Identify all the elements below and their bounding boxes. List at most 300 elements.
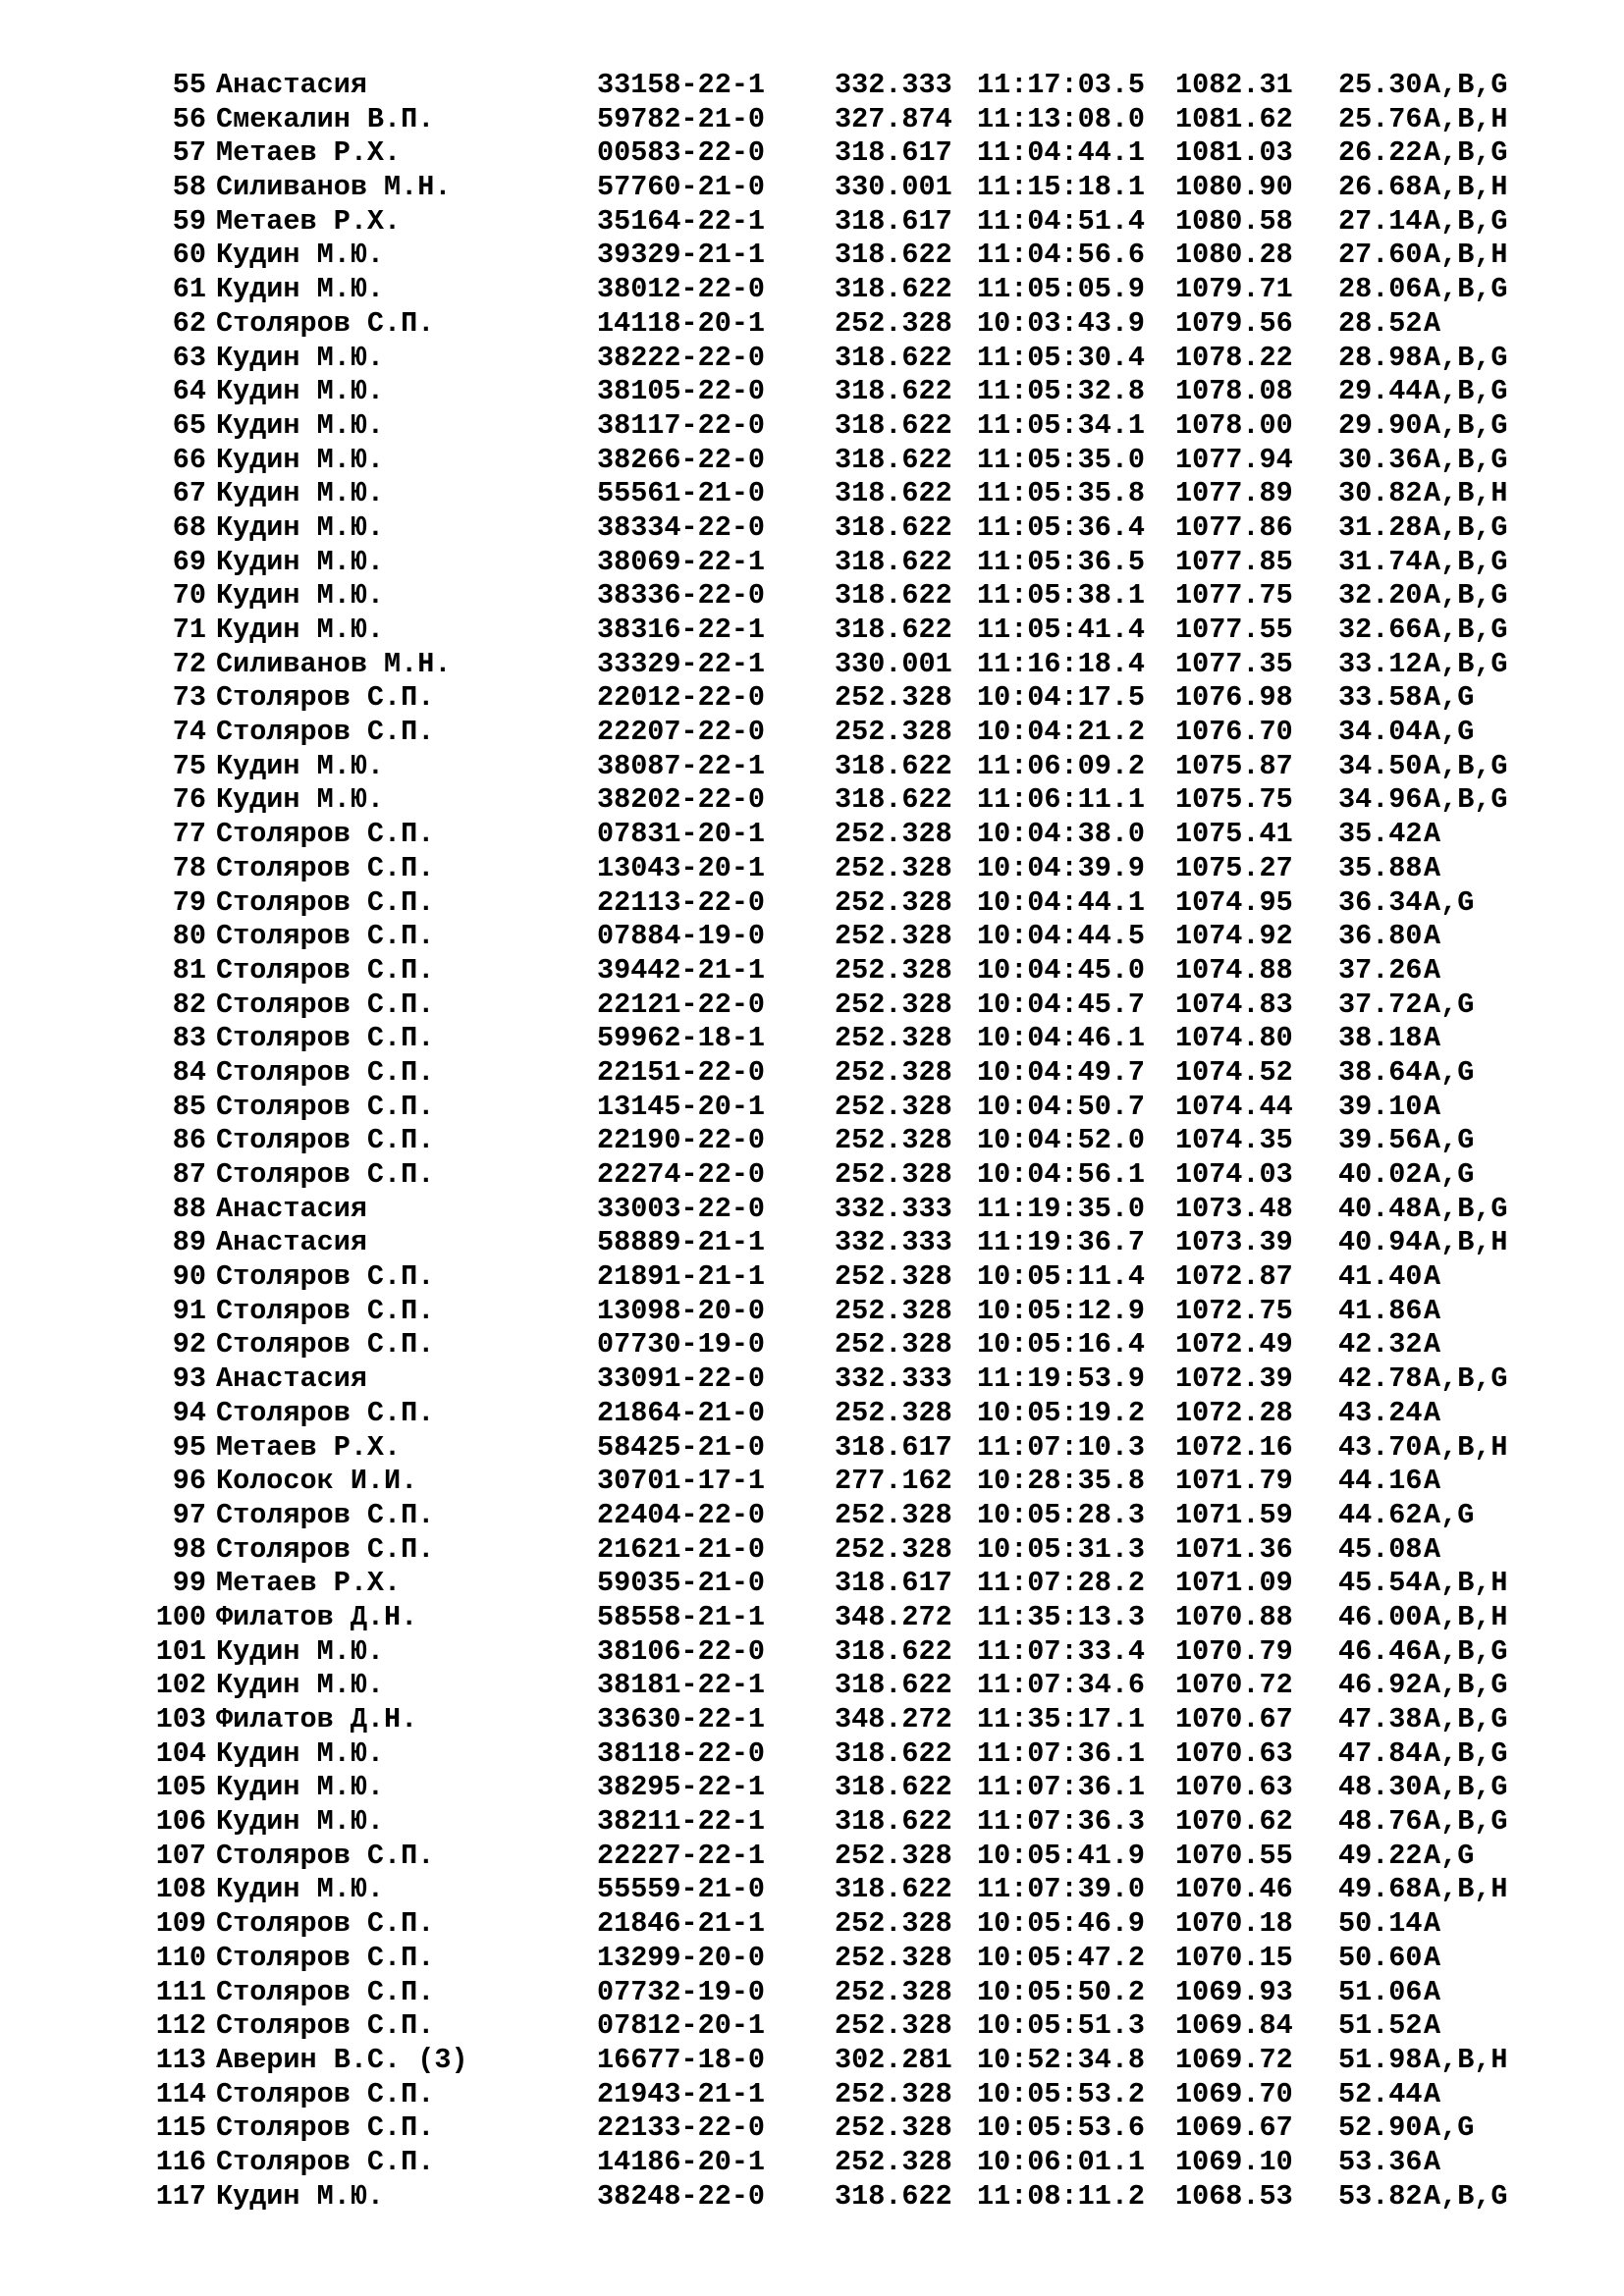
cell-cls: A,B,G bbox=[1424, 545, 1508, 578]
cell-lum: 1079.56 bbox=[1175, 306, 1293, 340]
cell-time: 11:04:44.1 bbox=[977, 136, 1146, 170]
cell-val: 318.622 bbox=[835, 1805, 952, 1839]
cell-code: 13043-20-1 bbox=[597, 851, 766, 884]
cell-val: 318.622 bbox=[835, 1736, 952, 1770]
cell-dist: 34.96 bbox=[1338, 783, 1423, 817]
cell-dist: 38.64 bbox=[1338, 1055, 1423, 1089]
cell-time: 10:05:50.2 bbox=[977, 1975, 1146, 2008]
cell-time: 10:04:44.5 bbox=[977, 920, 1146, 953]
cell-num: 111 bbox=[155, 1975, 206, 2008]
cell-num: 98 bbox=[172, 1532, 206, 1566]
cell-time: 11:07:36.3 bbox=[977, 1805, 1146, 1839]
cell-val: 332.333 bbox=[835, 1226, 952, 1259]
cell-lum: 1070.63 bbox=[1175, 1771, 1293, 1804]
cell-lum: 1069.72 bbox=[1175, 2043, 1293, 2076]
cell-name: Кудин М.Ю. bbox=[216, 783, 385, 817]
cell-lum: 1072.75 bbox=[1175, 1294, 1293, 1327]
cell-val: 318.622 bbox=[835, 443, 952, 476]
cell-num: 96 bbox=[172, 1465, 206, 1498]
cell-cls: A bbox=[1424, 1975, 1441, 2008]
cell-time: 11:05:36.4 bbox=[977, 510, 1146, 544]
cell-val: 318.622 bbox=[835, 341, 952, 374]
cell-lum: 1070.72 bbox=[1175, 1669, 1293, 1702]
cell-lum: 1078.22 bbox=[1175, 341, 1293, 374]
cell-val: 318.617 bbox=[835, 1567, 952, 1600]
cell-code: 07812-20-1 bbox=[597, 2009, 766, 2043]
cell-dist: 53.82 bbox=[1338, 2179, 1423, 2213]
cell-dist: 30.82 bbox=[1338, 477, 1423, 510]
cell-lum: 1070.79 bbox=[1175, 1634, 1293, 1668]
cell-dist: 47.38 bbox=[1338, 1703, 1423, 1735]
cell-name: Столяров С.П. bbox=[216, 681, 435, 715]
cell-lum: 1069.67 bbox=[1175, 2111, 1293, 2145]
cell-num: 57 bbox=[172, 136, 206, 170]
cell-val: 330.001 bbox=[835, 647, 952, 680]
cell-num: 95 bbox=[172, 1430, 206, 1464]
cell-code: 39329-21-1 bbox=[597, 239, 766, 272]
cell-name: Силиванов М.Н. bbox=[216, 647, 452, 680]
cell-cls: A,B,H bbox=[1424, 1226, 1508, 1259]
cell-dist: 50.60 bbox=[1338, 1941, 1423, 1974]
cell-cls: A bbox=[1424, 1465, 1441, 1498]
cell-time: 10:05:28.3 bbox=[977, 1498, 1146, 1531]
cell-num: 82 bbox=[172, 988, 206, 1021]
cell-name: Кудин М.Ю. bbox=[216, 341, 385, 374]
cell-val: 252.328 bbox=[835, 2111, 952, 2145]
cell-time: 10:06:01.1 bbox=[977, 2145, 1146, 2178]
cell-val: 252.328 bbox=[835, 1260, 952, 1294]
cell-lum: 1077.89 bbox=[1175, 477, 1293, 510]
cell-time: 11:16:18.4 bbox=[977, 647, 1146, 680]
cell-time: 10:05:12.9 bbox=[977, 1294, 1146, 1327]
cell-num: 69 bbox=[172, 545, 206, 578]
cell-lum: 1074.03 bbox=[1175, 1158, 1293, 1191]
cell-time: 11:05:35.8 bbox=[977, 477, 1146, 510]
cell-code: 59962-18-1 bbox=[597, 1022, 766, 1055]
cell-num: 81 bbox=[172, 953, 206, 987]
cell-num: 105 bbox=[155, 1771, 206, 1804]
cell-code: 22151-22-0 bbox=[597, 1055, 766, 1089]
cell-name: Силиванов М.Н. bbox=[216, 171, 452, 204]
cell-val: 252.328 bbox=[835, 1532, 952, 1566]
cell-val: 318.622 bbox=[835, 749, 952, 782]
cell-cls: A,B,G bbox=[1424, 2179, 1508, 2213]
cell-val: 332.333 bbox=[835, 69, 952, 101]
cell-val: 252.328 bbox=[835, 1498, 952, 1531]
cell-name: Столяров С.П. bbox=[216, 1260, 435, 1294]
cell-code: 38118-22-0 bbox=[597, 1736, 766, 1770]
cell-val: 348.272 bbox=[835, 1600, 952, 1633]
cell-cls: A,B,H bbox=[1424, 1567, 1508, 1600]
cell-cls: A bbox=[1424, 953, 1441, 987]
cell-name: Столяров С.П. bbox=[216, 2111, 435, 2145]
cell-name: Столяров С.П. bbox=[216, 953, 435, 987]
cell-time: 10:04:21.2 bbox=[977, 716, 1146, 749]
cell-dist: 52.90 bbox=[1338, 2111, 1423, 2145]
cell-time: 11:08:11.2 bbox=[977, 2179, 1146, 2213]
cell-dist: 34.04 bbox=[1338, 716, 1423, 749]
cell-time: 10:04:39.9 bbox=[977, 851, 1146, 884]
cell-num: 74 bbox=[172, 716, 206, 749]
cell-val: 330.001 bbox=[835, 171, 952, 204]
cell-num: 77 bbox=[172, 818, 206, 851]
cell-num: 84 bbox=[172, 1055, 206, 1089]
cell-name: Столяров С.П. bbox=[216, 306, 435, 340]
cell-cls: A,G bbox=[1424, 1498, 1475, 1531]
cell-lum: 1071.09 bbox=[1175, 1567, 1293, 1600]
cell-num: 61 bbox=[172, 273, 206, 306]
cell-time: 11:05:36.5 bbox=[977, 545, 1146, 578]
cell-cls: A bbox=[1424, 2077, 1441, 2110]
cell-cls: A,B,H bbox=[1424, 1600, 1508, 1633]
cell-code: 58889-21-1 bbox=[597, 1226, 766, 1259]
cell-dist: 37.26 bbox=[1338, 953, 1423, 987]
cell-dist: 36.80 bbox=[1338, 920, 1423, 953]
cell-lum: 1071.59 bbox=[1175, 1498, 1293, 1531]
cell-code: 38295-22-1 bbox=[597, 1771, 766, 1804]
cell-code: 59782-21-0 bbox=[597, 102, 766, 135]
cell-time: 10:04:38.0 bbox=[977, 818, 1146, 851]
cell-code: 33003-22-0 bbox=[597, 1192, 766, 1225]
cell-code: 38248-22-0 bbox=[597, 2179, 766, 2213]
cell-val: 252.328 bbox=[835, 818, 952, 851]
cell-dist: 49.22 bbox=[1338, 1839, 1423, 1872]
cell-val: 252.328 bbox=[835, 1907, 952, 1941]
cell-code: 33158-22-1 bbox=[597, 69, 766, 101]
cell-num: 58 bbox=[172, 171, 206, 204]
cell-name: Столяров С.П. bbox=[216, 920, 435, 953]
cell-code: 21846-21-1 bbox=[597, 1907, 766, 1941]
cell-val: 252.328 bbox=[835, 851, 952, 884]
cell-name: Столяров С.П. bbox=[216, 716, 435, 749]
cell-lum: 1070.62 bbox=[1175, 1805, 1293, 1839]
cell-code: 21943-21-1 bbox=[597, 2077, 766, 2110]
cell-name: Кудин М.Ю. bbox=[216, 477, 385, 510]
cell-code: 14118-20-1 bbox=[597, 306, 766, 340]
cell-code: 38316-22-1 bbox=[597, 614, 766, 646]
cell-dist: 39.56 bbox=[1338, 1124, 1423, 1157]
cell-cls: A bbox=[1424, 1294, 1441, 1327]
cell-time: 10:52:34.8 bbox=[977, 2043, 1146, 2076]
cell-name: Метаев Р.Х. bbox=[216, 204, 402, 238]
cell-cls: A bbox=[1424, 851, 1441, 884]
cell-name: Столяров С.П. bbox=[216, 818, 435, 851]
cell-lum: 1072.28 bbox=[1175, 1396, 1293, 1429]
cell-code: 33329-22-1 bbox=[597, 647, 766, 680]
cell-dist: 34.50 bbox=[1338, 749, 1423, 782]
cell-code: 13299-20-0 bbox=[597, 1941, 766, 1974]
cell-name: Кудин М.Ю. bbox=[216, 510, 385, 544]
cell-code: 38117-22-0 bbox=[597, 408, 766, 442]
cell-lum: 1077.85 bbox=[1175, 545, 1293, 578]
cell-code: 16677-18-0 bbox=[597, 2043, 766, 2076]
cell-lum: 1071.79 bbox=[1175, 1465, 1293, 1498]
cell-cls: A bbox=[1424, 2009, 1441, 2043]
cell-dist: 51.52 bbox=[1338, 2009, 1423, 2043]
cell-cls: A,G bbox=[1424, 1124, 1475, 1157]
cell-name: Анастасия bbox=[216, 1226, 367, 1259]
cell-name: Анастасия bbox=[216, 69, 367, 101]
cell-code: 14186-20-1 bbox=[597, 2145, 766, 2178]
cell-time: 10:05:46.9 bbox=[977, 1907, 1146, 1941]
cell-dist: 45.54 bbox=[1338, 1567, 1423, 1600]
cell-dist: 38.18 bbox=[1338, 1022, 1423, 1055]
cell-dist: 46.00 bbox=[1338, 1600, 1423, 1633]
cell-name: Столяров С.П. bbox=[216, 1839, 435, 1872]
cell-code: 22190-22-0 bbox=[597, 1124, 766, 1157]
cell-dist: 29.90 bbox=[1338, 408, 1423, 442]
cell-val: 318.622 bbox=[835, 545, 952, 578]
cell-cls: A bbox=[1424, 1907, 1441, 1941]
cell-num: 106 bbox=[155, 1805, 206, 1839]
cell-val: 277.162 bbox=[835, 1465, 952, 1498]
cell-name: Кудин М.Ю. bbox=[216, 545, 385, 578]
cell-time: 11:15:18.1 bbox=[977, 171, 1146, 204]
cell-lum: 1076.70 bbox=[1175, 716, 1293, 749]
cell-lum: 1072.39 bbox=[1175, 1362, 1293, 1396]
cell-name: Столяров С.П. bbox=[216, 1124, 435, 1157]
cell-cls: A,G bbox=[1424, 1055, 1475, 1089]
cell-lum: 1069.70 bbox=[1175, 2077, 1293, 2110]
cell-time: 11:07:10.3 bbox=[977, 1430, 1146, 1464]
cell-name: Смекалин В.П. bbox=[216, 102, 435, 135]
cell-num: 103 bbox=[155, 1703, 206, 1735]
cell-lum: 1070.18 bbox=[1175, 1907, 1293, 1941]
cell-val: 252.328 bbox=[835, 306, 952, 340]
cell-dist: 50.14 bbox=[1338, 1907, 1423, 1941]
cell-dist: 33.58 bbox=[1338, 681, 1423, 715]
cell-dist: 30.36 bbox=[1338, 443, 1423, 476]
cell-lum: 1069.10 bbox=[1175, 2145, 1293, 2178]
cell-val: 252.328 bbox=[835, 920, 952, 953]
cell-cls: A,B,G bbox=[1424, 1805, 1508, 1839]
cell-dist: 45.08 bbox=[1338, 1532, 1423, 1566]
cell-time: 10:05:19.2 bbox=[977, 1396, 1146, 1429]
cell-lum: 1070.67 bbox=[1175, 1703, 1293, 1735]
cell-time: 10:28:35.8 bbox=[977, 1465, 1146, 1498]
cell-val: 332.333 bbox=[835, 1362, 952, 1396]
cell-name: Кудин М.Ю. bbox=[216, 1873, 385, 1906]
cell-num: 109 bbox=[155, 1907, 206, 1941]
cell-cls: A,B,H bbox=[1424, 1873, 1508, 1906]
cell-name: Аверин В.С. (3) bbox=[216, 2043, 468, 2076]
cell-val: 252.328 bbox=[835, 1975, 952, 2008]
cell-num: 114 bbox=[155, 2077, 206, 2110]
cell-val: 318.622 bbox=[835, 239, 952, 272]
cell-time: 10:04:50.7 bbox=[977, 1090, 1146, 1123]
cell-code: 38106-22-0 bbox=[597, 1634, 766, 1668]
cell-dist: 41.40 bbox=[1338, 1260, 1423, 1294]
cell-num: 64 bbox=[172, 375, 206, 408]
cell-cls: A,B,G bbox=[1424, 1736, 1508, 1770]
cell-num: 59 bbox=[172, 204, 206, 238]
cell-dist: 43.70 bbox=[1338, 1430, 1423, 1464]
cell-cls: A,B,G bbox=[1424, 1362, 1508, 1396]
cell-name: Кудин М.Ю. bbox=[216, 1634, 385, 1668]
cell-val: 302.281 bbox=[835, 2043, 952, 2076]
cell-dist: 44.16 bbox=[1338, 1465, 1423, 1498]
cell-num: 104 bbox=[155, 1736, 206, 1770]
cell-name: Анастасия bbox=[216, 1362, 367, 1396]
cell-time: 11:05:05.9 bbox=[977, 273, 1146, 306]
cell-time: 11:19:53.9 bbox=[977, 1362, 1146, 1396]
cell-code: 38105-22-0 bbox=[597, 375, 766, 408]
cell-lum: 1078.00 bbox=[1175, 408, 1293, 442]
cell-name: Кудин М.Ю. bbox=[216, 749, 385, 782]
cell-dist: 40.02 bbox=[1338, 1158, 1423, 1191]
cell-val: 252.328 bbox=[835, 2009, 952, 2043]
cell-lum: 1071.36 bbox=[1175, 1532, 1293, 1566]
cell-lum: 1074.52 bbox=[1175, 1055, 1293, 1089]
cell-time: 10:05:47.2 bbox=[977, 1941, 1146, 1974]
cell-name: Столяров С.П. bbox=[216, 885, 435, 919]
cell-name: Столяров С.П. bbox=[216, 1055, 435, 1089]
cell-code: 21891-21-1 bbox=[597, 1260, 766, 1294]
cell-code: 58558-21-1 bbox=[597, 1600, 766, 1633]
cell-dist: 25.30 bbox=[1338, 69, 1423, 101]
cell-val: 327.874 bbox=[835, 102, 952, 135]
cell-lum: 1075.41 bbox=[1175, 818, 1293, 851]
cell-dist: 46.46 bbox=[1338, 1634, 1423, 1668]
cell-dist: 39.10 bbox=[1338, 1090, 1423, 1123]
cell-val: 318.622 bbox=[835, 783, 952, 817]
cell-cls: A,B,G bbox=[1424, 375, 1508, 408]
cell-name: Столяров С.П. bbox=[216, 2145, 435, 2178]
cell-lum: 1080.28 bbox=[1175, 239, 1293, 272]
cell-dist: 42.78 bbox=[1338, 1362, 1423, 1396]
cell-cls: A bbox=[1424, 1090, 1441, 1123]
cell-val: 318.622 bbox=[835, 273, 952, 306]
cell-val: 318.622 bbox=[835, 1771, 952, 1804]
cell-lum: 1079.71 bbox=[1175, 273, 1293, 306]
cell-code: 58425-21-0 bbox=[597, 1430, 766, 1464]
cell-code: 38181-22-1 bbox=[597, 1669, 766, 1702]
cell-time: 10:05:31.3 bbox=[977, 1532, 1146, 1566]
cell-time: 10:04:46.1 bbox=[977, 1022, 1146, 1055]
cell-dist: 26.68 bbox=[1338, 171, 1423, 204]
cell-num: 110 bbox=[155, 1941, 206, 1974]
cell-time: 10:04:44.1 bbox=[977, 885, 1146, 919]
cell-code: 38211-22-1 bbox=[597, 1805, 766, 1839]
cell-time: 11:06:11.1 bbox=[977, 783, 1146, 817]
cell-num: 78 bbox=[172, 851, 206, 884]
cell-lum: 1074.35 bbox=[1175, 1124, 1293, 1157]
cell-lum: 1076.98 bbox=[1175, 681, 1293, 715]
cell-time: 11:17:03.5 bbox=[977, 69, 1146, 101]
cell-lum: 1074.44 bbox=[1175, 1090, 1293, 1123]
cell-code: 38336-22-0 bbox=[597, 579, 766, 613]
cell-time: 11:19:36.7 bbox=[977, 1226, 1146, 1259]
cell-lum: 1074.80 bbox=[1175, 1022, 1293, 1055]
cell-name: Метаев Р.Х. bbox=[216, 1567, 402, 1600]
cell-time: 11:06:09.2 bbox=[977, 749, 1146, 782]
cell-cls: A,B,G bbox=[1424, 1192, 1508, 1225]
cell-lum: 1070.46 bbox=[1175, 1873, 1293, 1906]
cell-val: 252.328 bbox=[835, 1055, 952, 1089]
cell-val: 252.328 bbox=[835, 2077, 952, 2110]
cell-val: 252.328 bbox=[835, 1328, 952, 1362]
cell-lum: 1069.84 bbox=[1175, 2009, 1293, 2043]
cell-name: Метаев Р.Х. bbox=[216, 1430, 402, 1464]
cell-dist: 46.92 bbox=[1338, 1669, 1423, 1702]
cell-num: 91 bbox=[172, 1294, 206, 1327]
cell-code: 39442-21-1 bbox=[597, 953, 766, 987]
cell-lum: 1070.55 bbox=[1175, 1839, 1293, 1872]
cell-code: 38012-22-0 bbox=[597, 273, 766, 306]
cell-code: 22121-22-0 bbox=[597, 988, 766, 1021]
cell-name: Кудин М.Ю. bbox=[216, 408, 385, 442]
cell-val: 318.617 bbox=[835, 1430, 952, 1464]
cell-code: 13098-20-0 bbox=[597, 1294, 766, 1327]
cell-code: 21621-21-0 bbox=[597, 1532, 766, 1566]
cell-time: 10:04:45.0 bbox=[977, 953, 1146, 987]
cell-time: 11:05:35.0 bbox=[977, 443, 1146, 476]
cell-code: 57760-21-0 bbox=[597, 171, 766, 204]
cell-code: 38334-22-0 bbox=[597, 510, 766, 544]
cell-name: Колосок И.И. bbox=[216, 1465, 418, 1498]
cell-dist: 53.36 bbox=[1338, 2145, 1423, 2178]
cell-name: Кудин М.Ю. bbox=[216, 1669, 385, 1702]
cell-num: 101 bbox=[155, 1634, 206, 1668]
cell-cls: A bbox=[1424, 306, 1441, 340]
cell-time: 11:07:36.1 bbox=[977, 1736, 1146, 1770]
cell-dist: 32.20 bbox=[1338, 579, 1423, 613]
cell-time: 11:05:38.1 bbox=[977, 579, 1146, 613]
cell-cls: A,B,G bbox=[1424, 341, 1508, 374]
cell-val: 252.328 bbox=[835, 885, 952, 919]
cell-num: 80 bbox=[172, 920, 206, 953]
cell-val: 318.622 bbox=[835, 614, 952, 646]
cell-time: 11:35:13.3 bbox=[977, 1600, 1146, 1633]
cell-num: 73 bbox=[172, 681, 206, 715]
cell-val: 252.328 bbox=[835, 1124, 952, 1157]
cell-code: 33091-22-0 bbox=[597, 1362, 766, 1396]
cell-val: 318.622 bbox=[835, 1669, 952, 1702]
cell-time: 10:04:49.7 bbox=[977, 1055, 1146, 1089]
cell-cls: A,B,G bbox=[1424, 273, 1508, 306]
cell-dist: 36.34 bbox=[1338, 885, 1423, 919]
cell-lum: 1068.53 bbox=[1175, 2179, 1293, 2213]
cell-dist: 41.86 bbox=[1338, 1294, 1423, 1327]
cell-cls: A,G bbox=[1424, 2111, 1475, 2145]
cell-cls: A,B,G bbox=[1424, 510, 1508, 544]
cell-num: 92 bbox=[172, 1328, 206, 1362]
cell-code: 30701-17-1 bbox=[597, 1465, 766, 1498]
cell-dist: 52.44 bbox=[1338, 2077, 1423, 2110]
cell-time: 11:13:08.0 bbox=[977, 102, 1146, 135]
cell-name: Кудин М.Ю. bbox=[216, 443, 385, 476]
cell-cls: A bbox=[1424, 2145, 1441, 2178]
cell-cls: A,G bbox=[1424, 681, 1475, 715]
cell-time: 11:07:34.6 bbox=[977, 1669, 1146, 1702]
cell-num: 65 bbox=[172, 408, 206, 442]
cell-name: Столяров С.П. bbox=[216, 1396, 435, 1429]
cell-dist: 48.30 bbox=[1338, 1771, 1423, 1804]
cell-time: 10:05:41.9 bbox=[977, 1839, 1146, 1872]
cell-code: 22404-22-0 bbox=[597, 1498, 766, 1531]
cell-cls: A,B,G bbox=[1424, 1703, 1508, 1735]
cell-name: Столяров С.П. bbox=[216, 2009, 435, 2043]
cell-code: 07730-19-0 bbox=[597, 1328, 766, 1362]
cell-num: 76 bbox=[172, 783, 206, 817]
cell-num: 112 bbox=[155, 2009, 206, 2043]
cell-num: 117 bbox=[155, 2179, 206, 2213]
cell-name: Столяров С.П. bbox=[216, 988, 435, 1021]
cell-cls: A,B,G bbox=[1424, 443, 1508, 476]
cell-val: 252.328 bbox=[835, 953, 952, 987]
cell-time: 11:19:35.0 bbox=[977, 1192, 1146, 1225]
cell-lum: 1072.16 bbox=[1175, 1430, 1293, 1464]
